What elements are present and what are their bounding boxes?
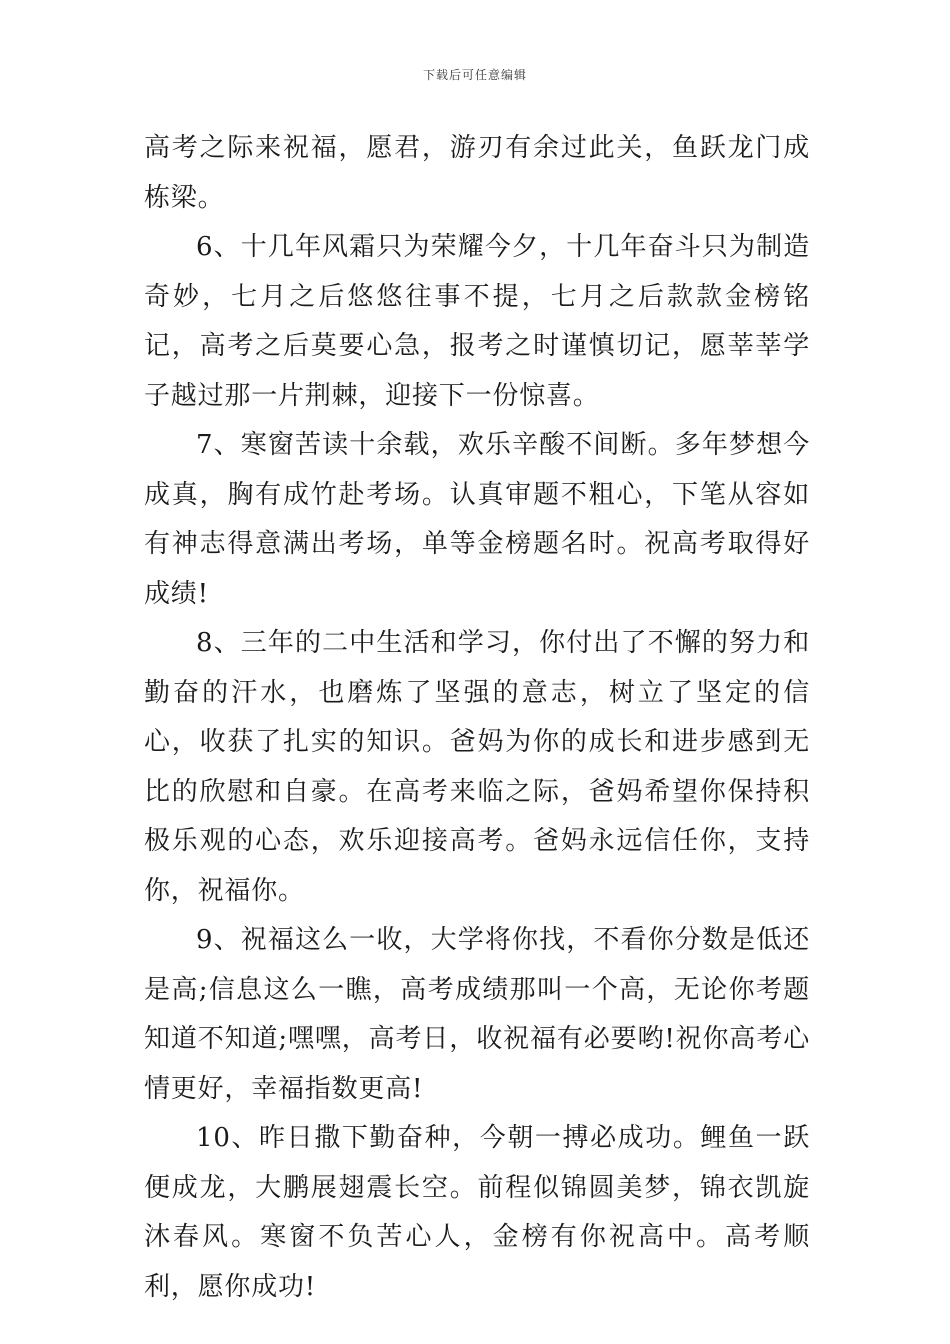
document-body [144, 124, 810, 1312]
paragraph-10: 10、昨日撒下勤奋种，今朝一搏必成功。鲤鱼一跃便成龙，大鹏展翅震长空。前程似锦圆美梦，锦衣凯旋沐春风。寒窗不负苦心人，金榜有你祝高中。高考顺利，愿你成功! [144, 1123, 810, 1302]
paragraph-7: 7、寒窗苦读十余载，欢乐辛酸不间断。多年梦想今成真，胸有成竹赴考场。认真审题不粗心，下笔从容如有神志得意满出考场，单等金榜题名时。祝高考取得好成绩! [144, 430, 810, 609]
paragraph-8: 8、三年的二中生活和学习，你付出了不懈的努力和勤奋的汗水，也磨炼了坚强的意志，树立了坚定的信心，收获了扎实的知识。爸妈为你的成长和进步感到无比的欣慰和自豪。在高考来临之际，爸妈希望你保持积极乐观的心态，欢乐迎接高考。爸妈永远信任你，支持你，祝福你。 [144, 628, 810, 906]
page-header-note: 下载后可任意编辑 [422, 68, 527, 82]
paragraph-9: 9、祝福这么一收，大学将你找，不看你分数是低还是高;信息这么一瞧，高考成绩那叫一个高，无论你考题知道不知道;嘿嘿，高考日，收祝福有必要哟!祝你高考心情更好，幸福指数更高! [144, 925, 810, 1104]
paragraph-6: 6、十几年风霜只为荣耀今夕，十几年奋斗只为制造奇妙，七月之后悠悠往事不提，七月之后款款金榜铭记，高考之后莫要心急，报考之时谨慎切记，愿莘莘学子越过那一片荆棘，迎接下一份惊喜。 [144, 232, 810, 411]
paragraph-continued: 高考之际来祝福，愿君，游刃有余过此关，鱼跃龙门成栋梁。 [144, 133, 810, 213]
